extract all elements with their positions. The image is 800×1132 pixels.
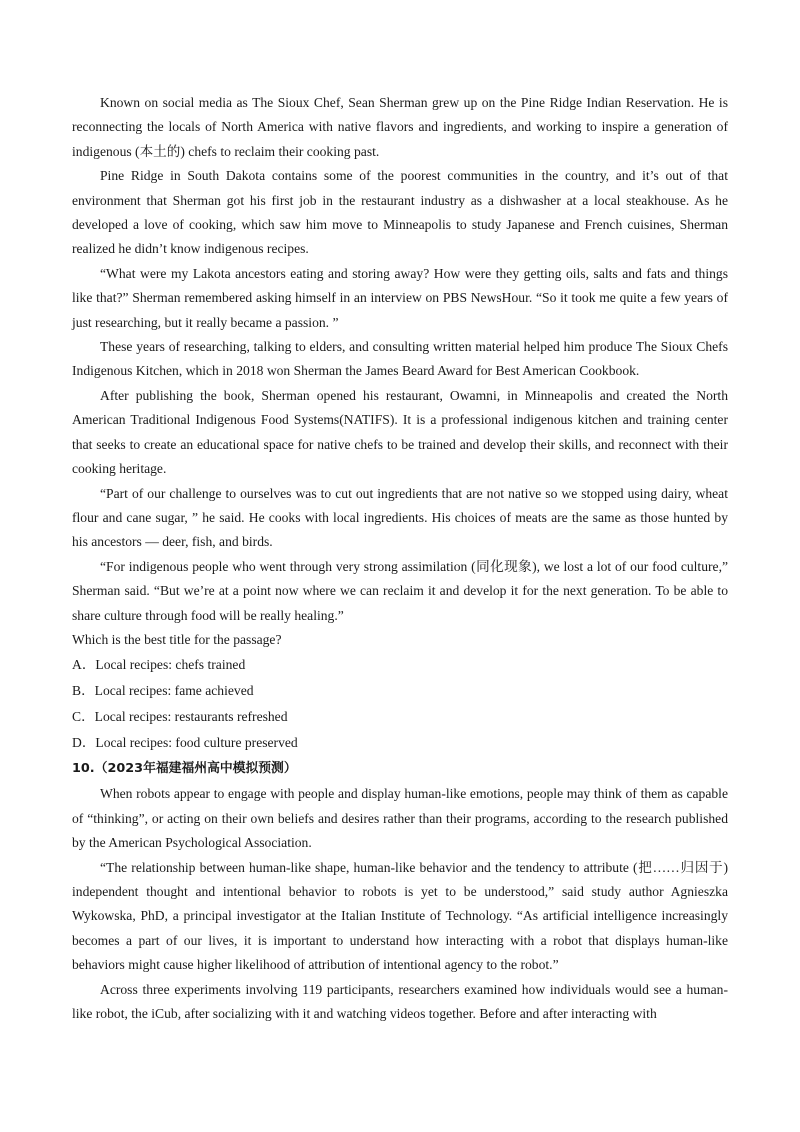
passage-1-paragraph-4: These years of researching, talking to elders, and consulting written material helped him produce The Sioux Chefs Indigenous Kitchen, which in 2018 won Sherman the James Beard Award for Best American Cookbook.	[72, 339, 728, 379]
option-a: A．Local recipes: chefs trained	[72, 657, 246, 673]
passage-1	[72, 91, 728, 756]
passage-1-paragraph-6: “Part of our challenge to ourselves was to cut out ingredients that are not native so we stopped using dairy, wheat flour and cane sugar, ” he said. He cooks with local ingredients. His choices of meats are the same as those hunted by his ancestors — deer, fish, and birds.	[72, 485, 728, 550]
passage-2-paragraph-1: When robots appear to engage with people and display human-like emotions, people may think of them as capable of “thinking”, or acting on their own beliefs and desires rather than their programs, according to the research published by the American Psychological Association.	[72, 786, 728, 851]
passage-2	[72, 756, 728, 1026]
passage-2-paragraph-3: Across three experiments involving 119 participants, researchers examined how individuals would see a human-like robot, the iCub, after socializing with it and watching videos together. Before and after interacting with	[72, 981, 728, 1021]
passage-1-paragraph-2: Pine Ridge in South Dakota contains some of the poorest communities in the country, and it’s out of that environment that Sherman got his first job in the restaurant industry as a dishwasher at a local steakhouse. As he developed a love of cooking, which saw him move to Minneapolis to study Japanese and French cuisines, Sherman realized he didn’t know indigenous recipes.	[72, 168, 728, 257]
option-b: B．Local recipes: fame achieved	[72, 683, 254, 699]
option-d: D．Local recipes: food culture preserved	[72, 735, 298, 751]
document-page	[72, 91, 728, 1026]
question-10-heading: 10.（2023年福建福州高中模拟预测）	[72, 761, 297, 777]
passage-1-paragraph-5: After publishing the book, Sherman opened his restaurant, Owamni, in Minneapolis and created the North American Traditional Indigenous Food Systems(NATIFS). It is a professional indigenous kitchen and training center that seeks to create an educational space for native chefs to be trained and develop their skills, and reconnect with their cooking heritage.	[72, 387, 728, 477]
question-text: Which is the best title for the passage?	[72, 631, 282, 647]
passage-1-paragraph-3: “What were my Lakota ancestors eating and storing away? How were they getting oils, salts and fats and things like that?” Sherman remembered asking himself in an interview on PBS NewsHour. “So it took me quite a few years of just researching, but it really became a passion. ”	[72, 265, 728, 330]
passage-2-paragraph-2: “The relationship between human-like shape, human-like behavior and the tendency to attribute (把……归因于) independent thought and intentional behavior to robots is yet to be understood,” said study author Agnieszka Wykowska, PhD, a principal investigator at the Italian Institute of Technology. “As artificial intelligence increasingly becomes a part of our lives, it is important to understand how interacting with a robot that displays human-like behaviors might cause higher likelihood of attribution of intentional agency to the robot.”	[72, 859, 728, 973]
passage-1-paragraph-1: Known on social media as The Sioux Chef, Sean Sherman grew up on the Pine Ridge Indian Reservation. He is reconnecting the locals of North America with native flavors and ingredients, and working to inspire a generation of indigenous (本土的) chefs to reclaim their cooking past.	[72, 95, 728, 159]
passage-1-paragraph-7: “For indigenous people who went through very strong assimilation (同化现象), we lost a lot of our food culture,” Sherman said. “But we’re at a point now where we can reclaim it and develop it for the next generation. To be able to share culture through food will be really healing.”	[72, 558, 728, 623]
option-c: C．Local recipes: restaurants refreshed	[72, 709, 288, 725]
